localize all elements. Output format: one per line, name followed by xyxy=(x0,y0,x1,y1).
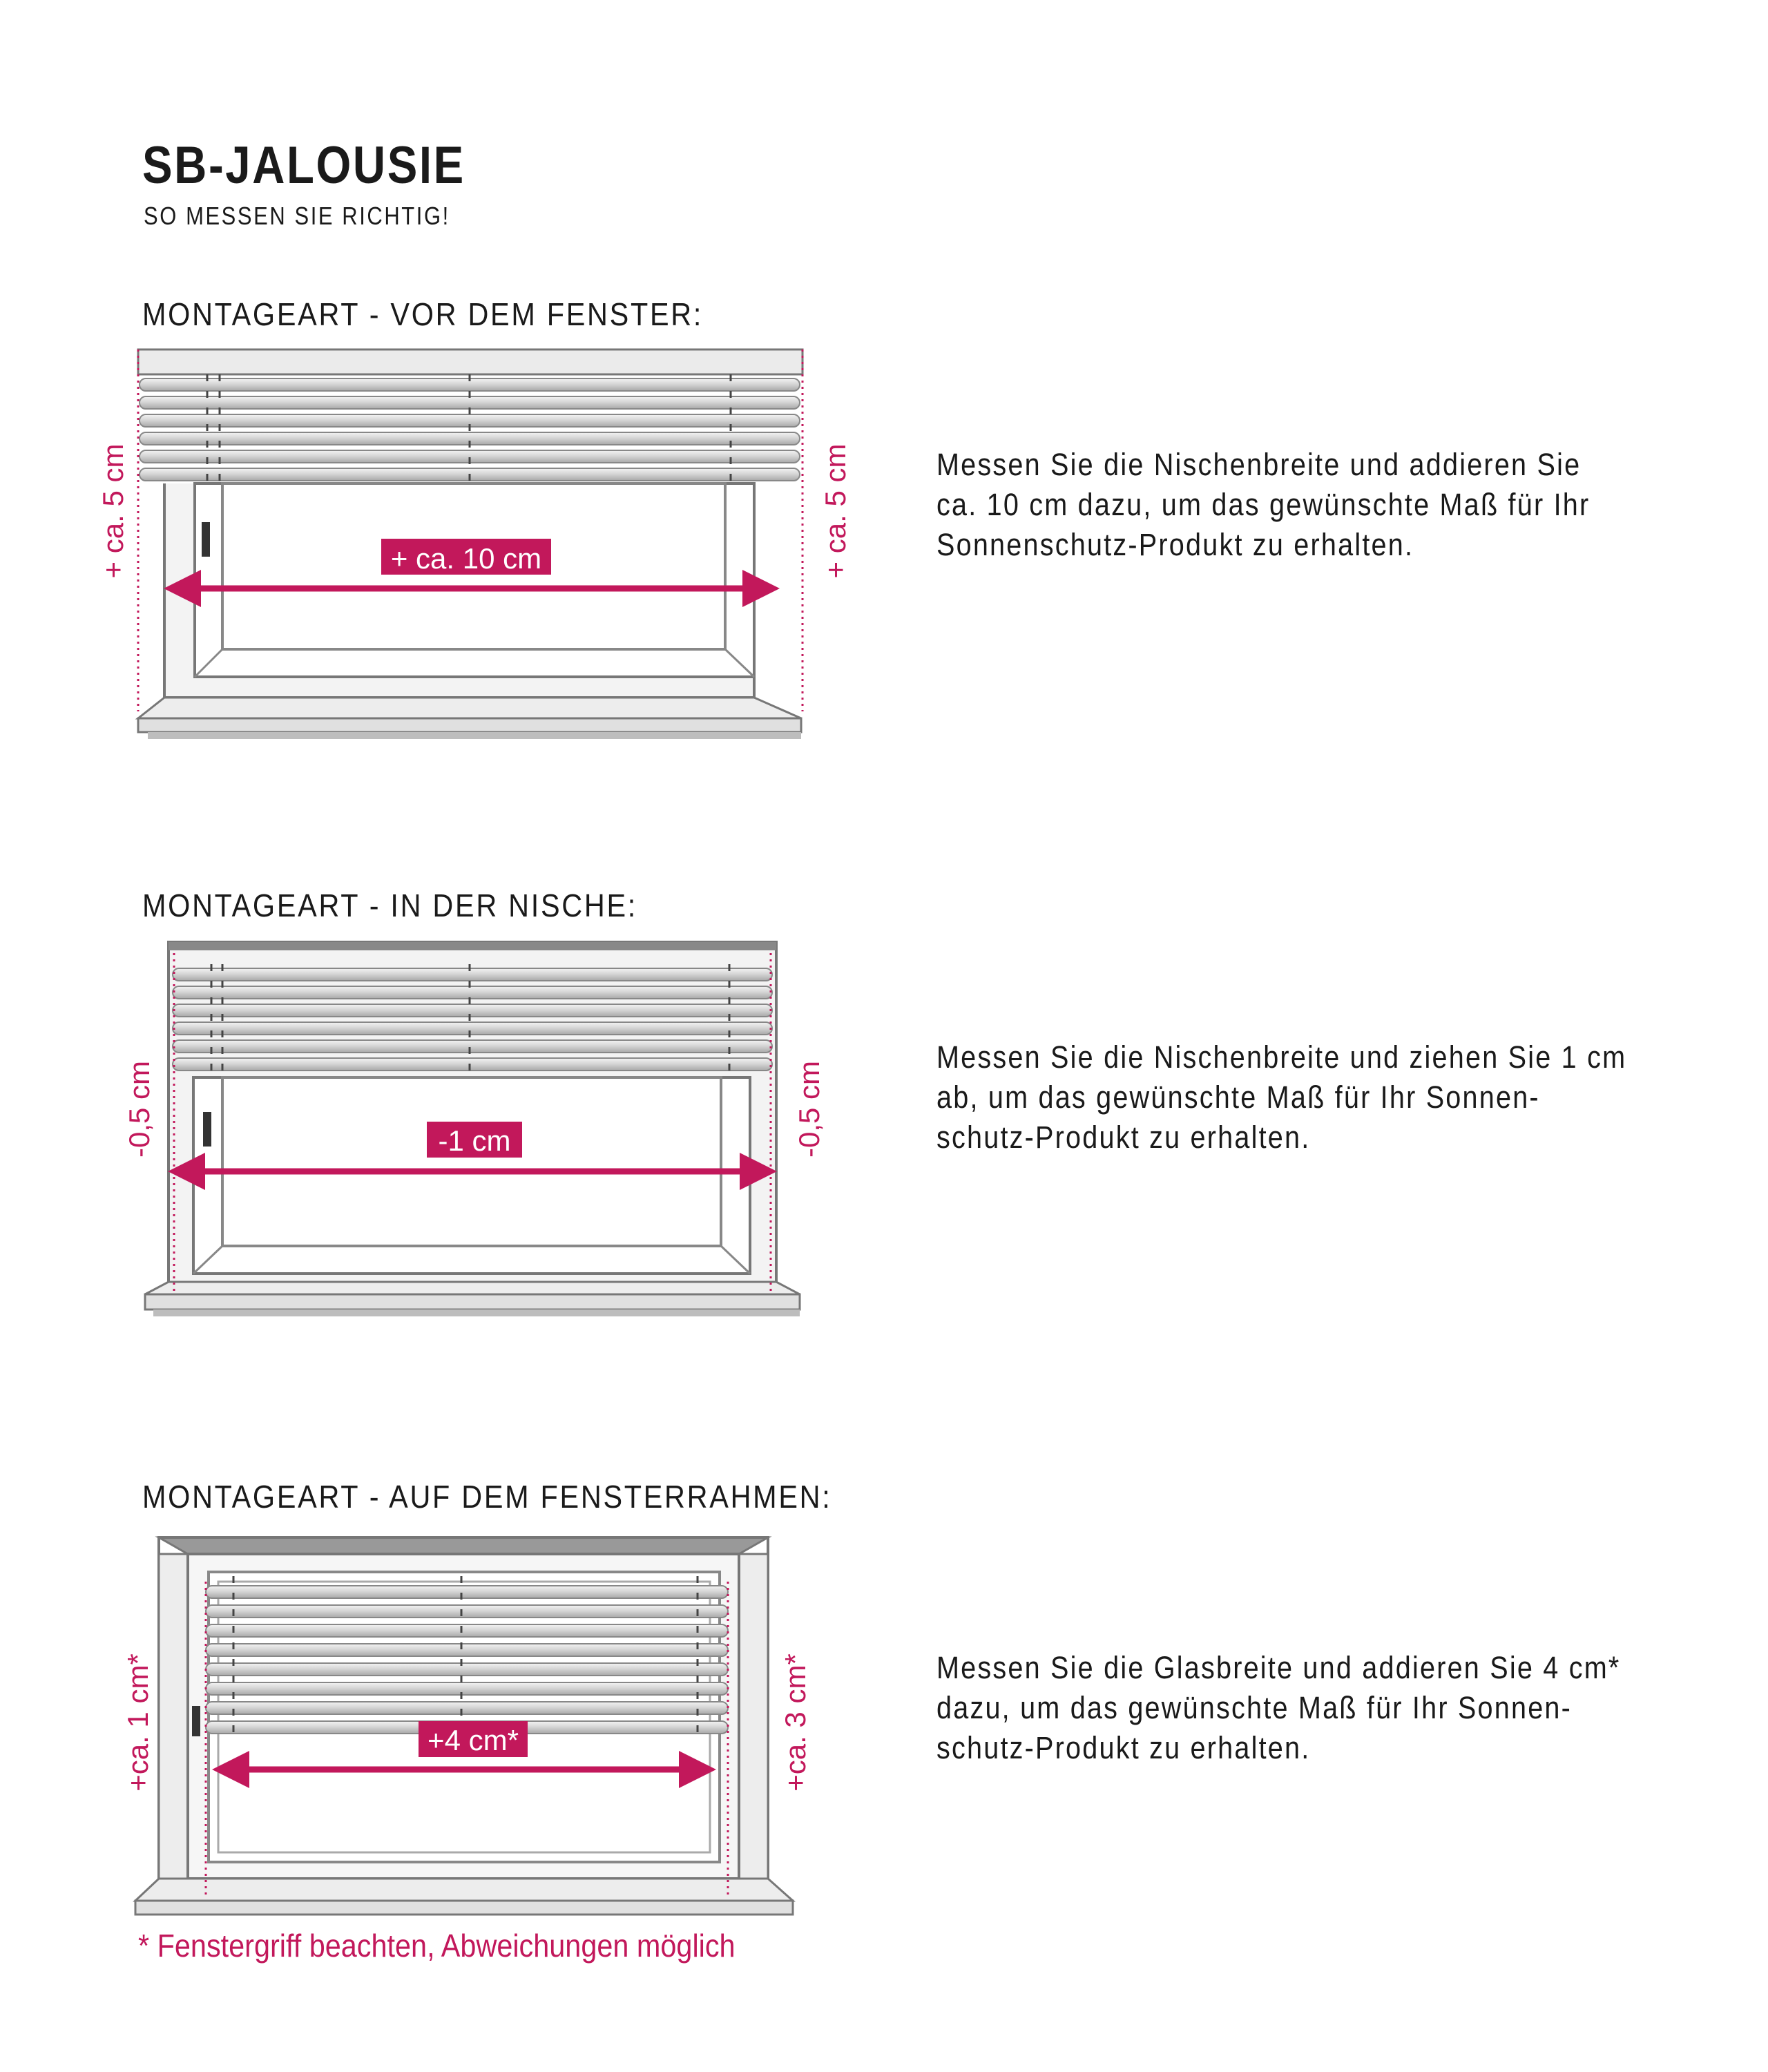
diagram-vor-dem-fenster xyxy=(97,349,852,739)
section-description-in-der-nische: Messen Sie die Nischenbreite und ziehen Sie 1 cm ab, um das gewünschte Maß für Ihr Sonnen- schutz-Produkt zu erhalten. xyxy=(936,1039,1627,1155)
footnote: * Fenstergriff beachten, Abweichungen möglich xyxy=(138,1928,736,1964)
window-sill xyxy=(135,1879,793,1901)
page-subtitle: SO MESSEN SIE RICHTIG! xyxy=(144,202,450,230)
window-sill xyxy=(145,1282,800,1294)
diagram-in-der-nische xyxy=(123,942,825,1316)
window-handle-icon xyxy=(203,1112,211,1147)
window-handle-icon xyxy=(192,1706,200,1736)
right-label: -0,5 cm xyxy=(793,1060,825,1158)
window-glass xyxy=(222,1077,721,1246)
width-label: + ca. 10 cm xyxy=(390,542,542,575)
section-heading-auf-dem-fensterrahmen: MONTAGEART - AUF DEM FENSTERRAHMEN: xyxy=(142,1479,832,1515)
right-label: +ca. 3 cm* xyxy=(779,1653,811,1792)
section-heading-vor-dem-fenster: MONTAGEART - VOR DEM FENSTER: xyxy=(142,296,704,332)
section-description-vor-dem-fenster: Messen Sie die Nischenbreite und addieren Sie ca. 10 cm dazu, um das gewünschte Maß für Ihr Sonnenschutz-Produkt zu erhalten. xyxy=(936,447,1591,562)
section-heading-in-der-nische: MONTAGEART - IN DER NISCHE: xyxy=(142,888,637,923)
window-glass xyxy=(218,1582,710,1852)
left-label: + ca. 5 cm xyxy=(97,443,129,579)
left-label: -0,5 cm xyxy=(123,1060,155,1158)
blind-headrail xyxy=(138,349,803,374)
window-handle-icon xyxy=(202,522,210,557)
left-label: +ca. 1 cm* xyxy=(122,1653,154,1792)
window-sill xyxy=(138,698,801,718)
page-title: SB-JALOUSIE xyxy=(142,136,465,195)
width-label: -1 cm xyxy=(438,1124,511,1157)
width-label: +4 cm* xyxy=(427,1724,519,1756)
diagram-auf-dem-fensterrahmen xyxy=(122,1537,811,1915)
section-description-auf-dem-fensterrahmen: Messen Sie die Glasbreite und addieren Sie 4 cm* dazu, um das gewünschte Maß für Ihr Sonnen- schutz-Produkt zu erhalten. xyxy=(936,1650,1621,1765)
right-label: + ca. 5 cm xyxy=(819,443,852,579)
